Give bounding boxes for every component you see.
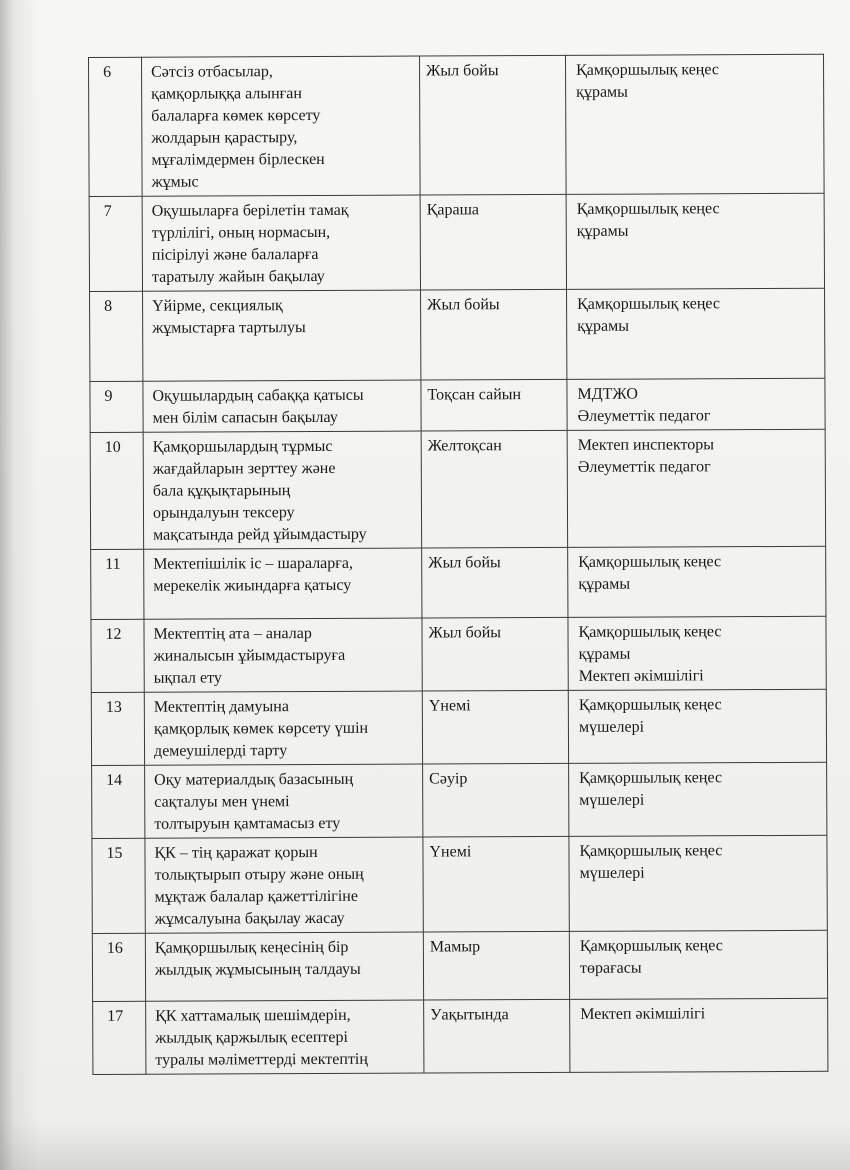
task-line: ықпал ету — [153, 669, 222, 687]
task-cell — [146, 1000, 424, 1074]
responsible-cell — [567, 378, 825, 430]
task-line: таратылу жайын бақылау — [151, 267, 325, 286]
task-cell — [142, 56, 421, 196]
scan-edge-shadow — [0, 0, 40, 1170]
task-line: Оқу материалдық базасының — [154, 770, 354, 789]
responsible-line: Қамқоршылық кеңес — [577, 295, 721, 313]
row-number: 6 — [89, 57, 143, 196]
responsible-cell — [568, 616, 826, 690]
task-cell — [143, 380, 421, 432]
responsible-line: Қамқоршылық кеңес — [578, 553, 722, 571]
table-row — [91, 546, 826, 619]
task-line: түрлілігі, оның нормасын, — [151, 223, 331, 242]
task-line: жылдық жұмысының талдауы — [154, 960, 361, 979]
row-number: 9 — [90, 381, 143, 432]
task-line: туралы мәліметтерді мектептің — [155, 1050, 368, 1069]
task-line: қамқорлыққа алынған — [151, 85, 302, 103]
scan-bottom-shade — [0, 1120, 850, 1170]
responsible-cell — [569, 835, 827, 931]
responsible-line: Мектеп әкімшілігі — [578, 667, 704, 685]
table-row — [92, 835, 827, 933]
row-number: 16 — [92, 933, 145, 1001]
task-cell — [143, 290, 421, 381]
task-line: орындалуын тексеру — [152, 504, 295, 522]
task-line: демеушілерді тарту — [153, 742, 288, 760]
task-line: мерекелік жиындарға қатысу — [153, 576, 352, 595]
responsible-line: мүшелері — [579, 864, 645, 882]
responsible-cell — [566, 193, 824, 289]
responsible-line: мүшелері — [578, 718, 645, 736]
task-line: бала құқықтарының — [152, 482, 291, 500]
task-line: Мектептің ата – аналар — [153, 625, 312, 643]
responsible-line: Қамқоршылық кеңес — [579, 769, 723, 787]
row-number: 10 — [90, 432, 144, 549]
responsible-cell — [567, 288, 825, 379]
deadline-cell: Уақытында — [424, 999, 570, 1073]
task-line: қамқорлық көмек көрсету үшін — [153, 719, 369, 738]
task-line: Оқушыларға берілетін тамақ — [151, 201, 349, 220]
responsible-cell — [569, 930, 827, 999]
task-line: жұмыс — [151, 173, 199, 191]
responsible-line: Қамқоршылық кеңес — [578, 623, 722, 641]
table-row — [90, 288, 825, 381]
task-line: Қамқоршылық кеңесінің бір — [154, 938, 349, 957]
responsible-line: төрағасы — [579, 959, 642, 977]
task-line: толтыруын қамтамасыз ету — [154, 814, 341, 833]
deadline-cell: Тоқсан сайын — [421, 379, 567, 431]
table-row — [91, 616, 826, 692]
task-line: Қамқоршылардың тұрмыс — [152, 437, 333, 456]
responsible-cell — [569, 762, 827, 836]
task-line: жұмсалуына бақылау жасау — [154, 909, 345, 928]
row-number: 13 — [91, 692, 144, 765]
table-row — [91, 689, 826, 765]
deadline-cell: Желтоқсан — [421, 430, 568, 548]
responsible-line: құрамы — [576, 83, 628, 101]
task-cell — [143, 431, 422, 549]
row-number: 11 — [91, 549, 144, 619]
task-line: жиналысын ұйымдастыруға — [153, 646, 346, 665]
row-number: 12 — [91, 619, 144, 692]
responsible-line: Қамқоршылық кеңес — [579, 937, 723, 955]
task-line: Сәтсіз отбасылар, — [151, 63, 273, 81]
responsible-line: құрамы — [576, 222, 629, 240]
task-cell — [144, 618, 422, 692]
task-line: жолдарын қарастыру, — [151, 129, 298, 147]
responsible-line: МДТЖО — [577, 385, 638, 403]
task-line: Мектептің дамуына — [153, 698, 289, 716]
responsible-line: Қамқоршылық кеңес — [576, 200, 720, 218]
deadline-cell: Үнемі — [423, 836, 569, 932]
row-number: 17 — [93, 1001, 146, 1074]
task-line: мақсатында рейд ұйымдастыру — [153, 525, 367, 544]
task-line: Оқушылардың сабаққа қатысы — [152, 386, 364, 405]
task-line: пісірілуі және балаларға — [151, 245, 319, 264]
responsible-line: Мектеп әкімшілігі — [580, 1005, 706, 1023]
task-line: ҚК – тің қаражат қорын — [154, 844, 318, 862]
responsible-line: Мектеп инспекторы — [577, 436, 715, 454]
responsible-line: Қамқоршылық кеңес — [576, 61, 719, 79]
task-line: жылдық қаржылық есептері — [155, 1028, 348, 1047]
responsible-cell — [565, 54, 824, 194]
table-row — [90, 378, 825, 432]
task-line: Мектепішілік іс – шараларға, — [153, 554, 353, 573]
table-row — [93, 998, 828, 1074]
deadline-cell: Сәуір — [423, 763, 569, 837]
task-cell — [144, 548, 422, 619]
task-cell — [145, 837, 423, 933]
responsible-line: Әлеуметтік педагог — [577, 407, 711, 425]
task-line: мұғалімдермен бірлескен — [151, 150, 325, 169]
task-cell — [142, 195, 420, 291]
table-row — [90, 429, 826, 549]
table-row — [89, 54, 825, 196]
row-number: 14 — [92, 765, 145, 838]
task-line: сақталуы мен үнемі — [154, 793, 290, 811]
task-line: жұмыстарға тартылуы — [152, 319, 306, 337]
task-line: жағдайларын зерттеу және — [152, 459, 336, 478]
responsible-cell — [568, 546, 826, 617]
responsible-line: Қамқоршылық кеңес — [579, 842, 723, 860]
deadline-cell: Қараша — [420, 194, 566, 290]
row-number: 7 — [89, 196, 142, 291]
table-row — [89, 193, 824, 291]
responsible-line: Қамқоршылық кеңес — [578, 696, 722, 714]
task-cell — [144, 691, 422, 765]
task-cell — [145, 764, 423, 838]
task-line: мен білім сапасын бақылау — [152, 408, 338, 427]
responsible-cell — [567, 429, 826, 547]
table-row — [92, 930, 827, 1001]
task-line: Үйірме, секциялық — [152, 297, 283, 315]
responsible-line: құрамы — [578, 575, 631, 593]
task-line: ҚК хаттамалық шешімдерін, — [155, 1006, 351, 1025]
responsible-cell — [570, 998, 828, 1072]
responsible-line: құрамы — [578, 645, 631, 663]
deadline-cell: Жыл бойы — [422, 617, 568, 691]
task-cell — [145, 932, 423, 1001]
deadline-cell: Мамыр — [423, 931, 569, 1000]
responsible-line: мүшелері — [579, 791, 645, 809]
responsible-cell — [568, 689, 826, 763]
deadline-cell: Жыл бойы — [422, 547, 568, 618]
table-row — [92, 762, 827, 838]
deadline-cell: Жыл бойы — [419, 55, 566, 195]
responsible-line: Әлеуметтік педагог — [577, 458, 711, 476]
deadline-cell: Жыл бойы — [421, 289, 567, 380]
row-number: 8 — [90, 291, 143, 381]
row-number: 15 — [92, 838, 145, 933]
task-line: толықтырып отыру және оның — [154, 865, 364, 884]
task-line: балаларға көмек көрсету — [151, 106, 321, 125]
deadline-cell: Үнемі — [422, 690, 568, 764]
plan-table — [88, 54, 828, 1075]
task-line: мұқтаж балалар қажеттілігіне — [154, 887, 358, 906]
responsible-line: құрамы — [577, 317, 629, 335]
